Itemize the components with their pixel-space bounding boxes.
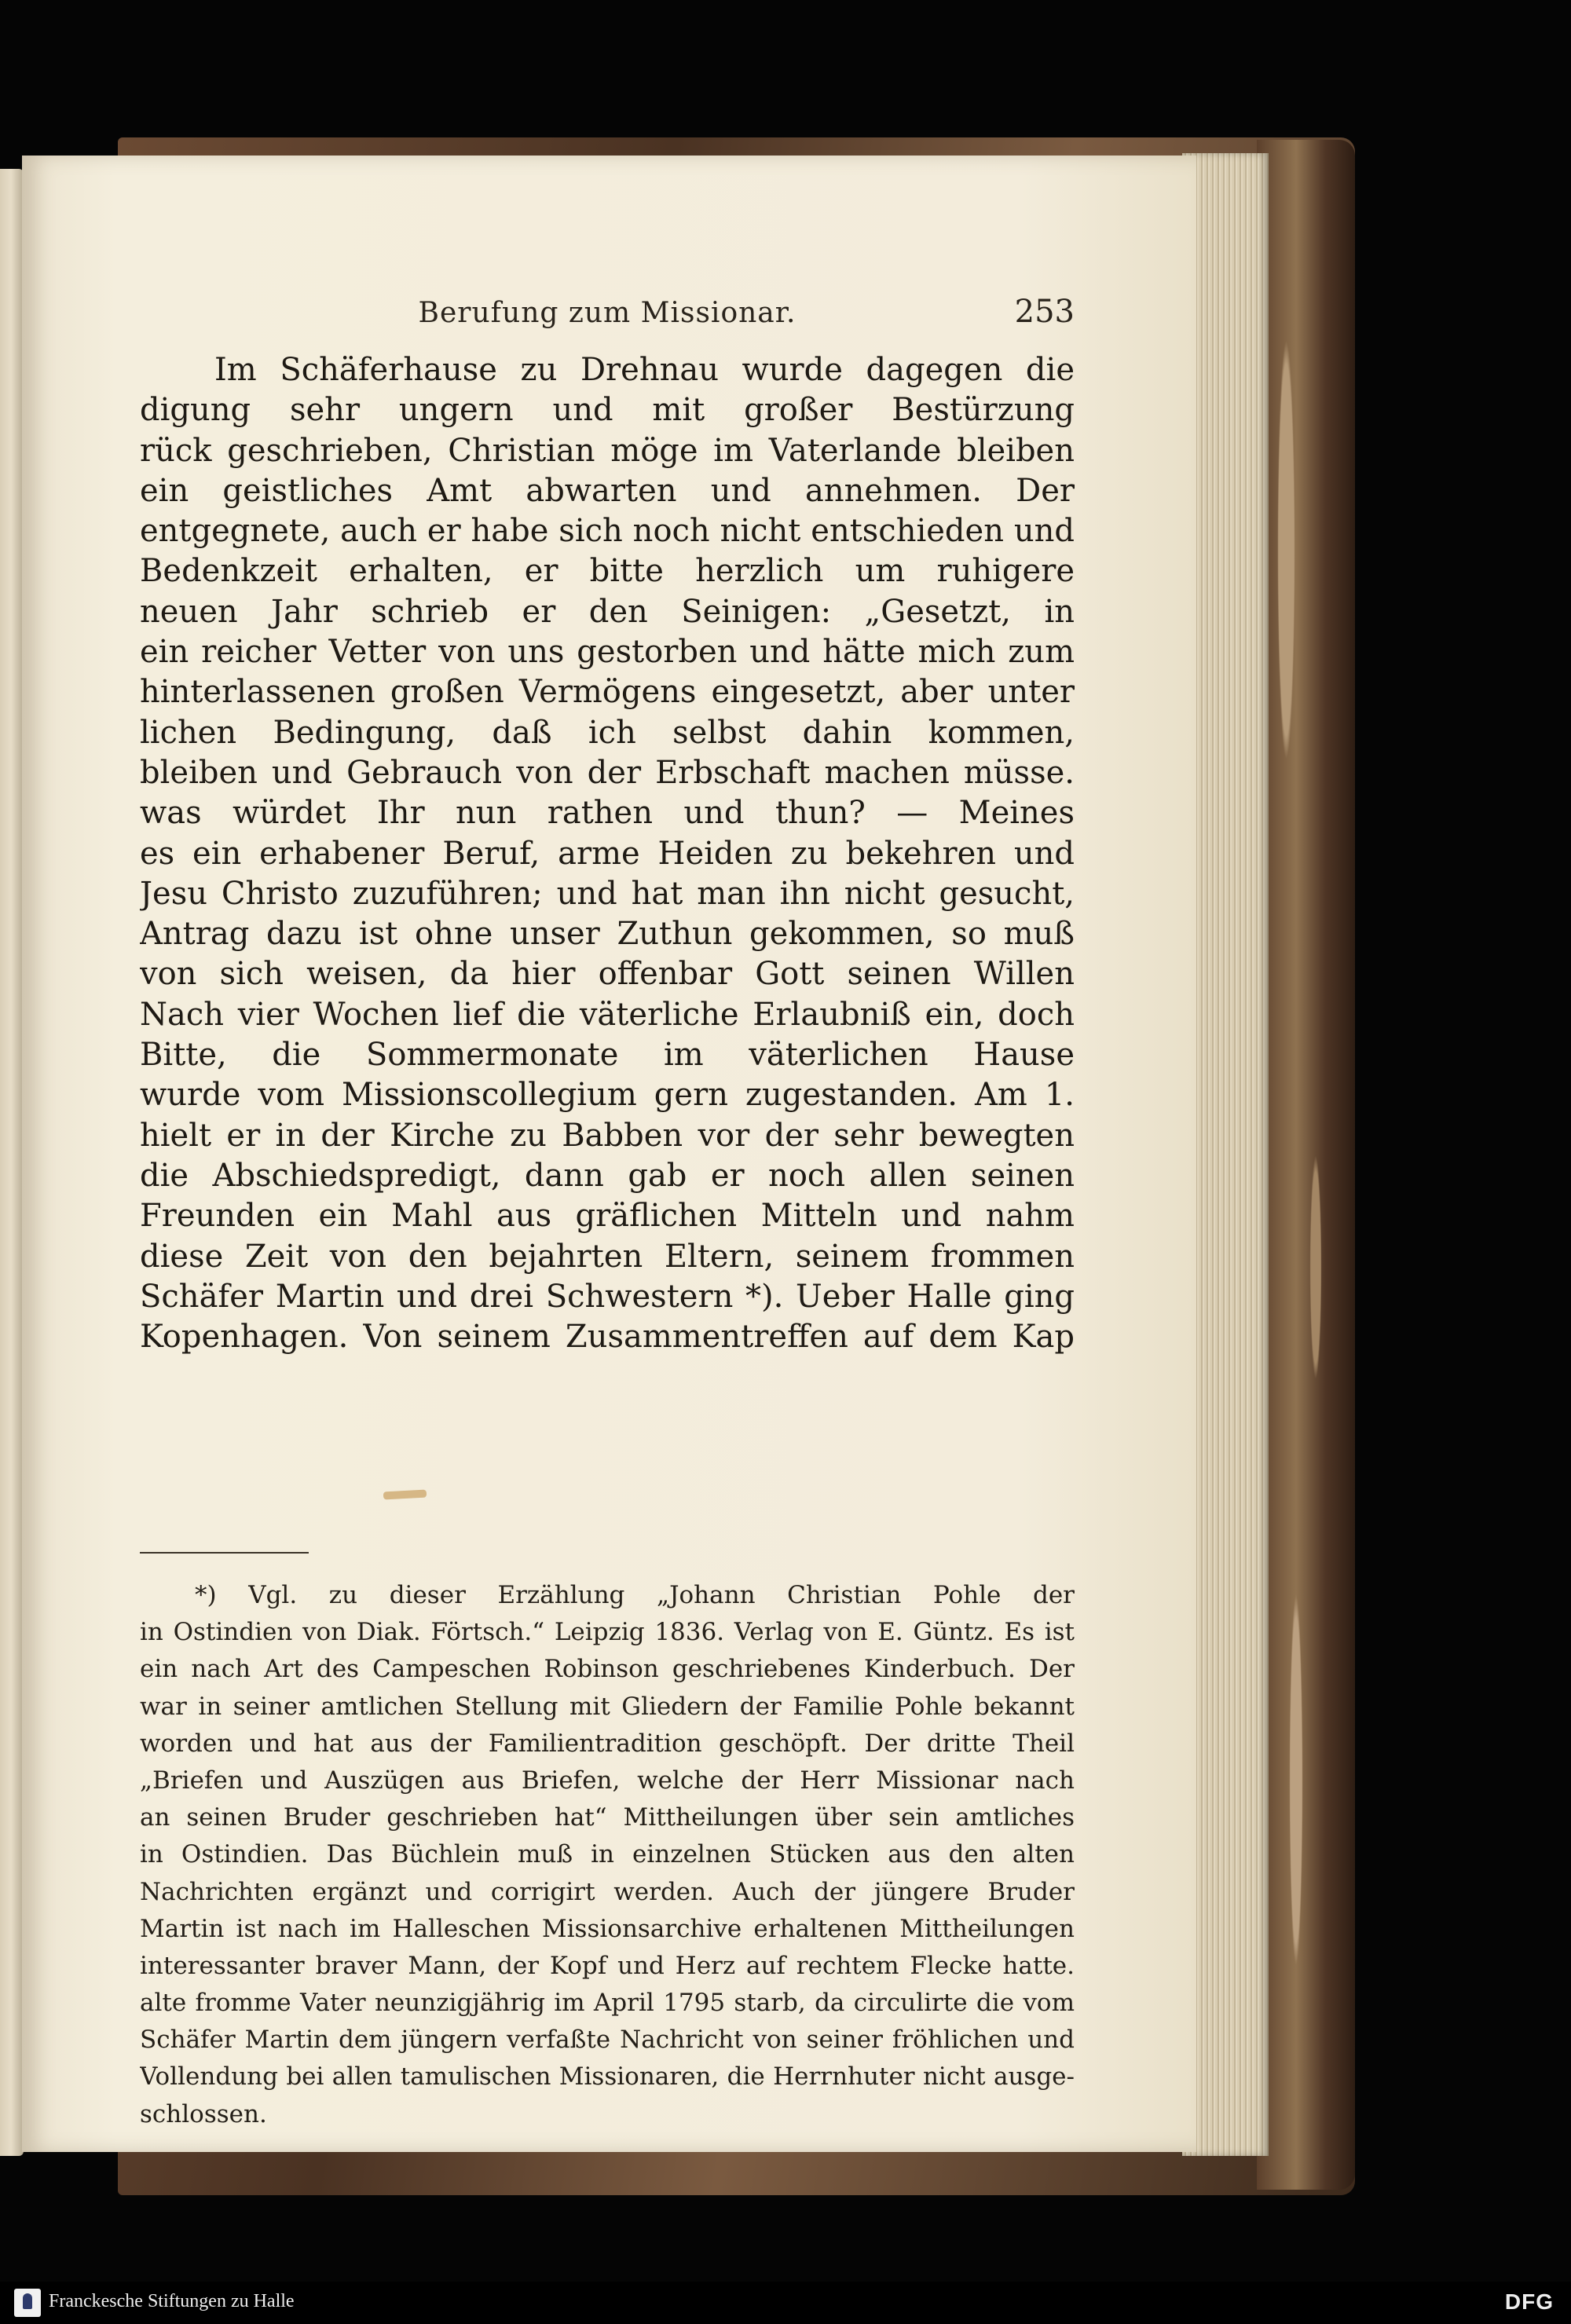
body-line: lichen Bedingung, daß ich selbst dahin kommen,	[140, 714, 1075, 751]
institution-logo-icon	[14, 2289, 41, 2317]
ink-smudge	[383, 1490, 427, 1500]
body-line: Schäfer Martin und drei Schwestern *). Ueber Halle ging	[140, 1278, 1075, 1315]
running-head-title: Berufung zum Missionar.	[418, 297, 796, 329]
institution-name: Franckesche Stiftungen zu Halle	[49, 2291, 295, 2311]
footnote-line: Martin ist nach im Halleschen Missionsarchive erhaltenen Mittheilungen	[140, 1914, 1075, 1943]
footnote-line: Vollendung bei allen tamulischen Missionaren, die Herrnhuter nicht ausge-	[140, 2062, 1075, 2092]
body-line: wurde vom Missionscollegium gern zugestanden. Am 1.	[140, 1077, 1075, 1114]
body-line: Antrag dazu ist ohne unser Zuthun gekommen, so muß	[140, 916, 1075, 953]
body-line: die Abschiedspredigt, dann gab er noch allen seinen	[140, 1157, 1075, 1194]
book-page	[22, 156, 1196, 2152]
body-line: was würdet Ihr nun rathen und thun? — Meines	[140, 795, 1075, 832]
body-line: rück geschrieben, Christian möge im Vaterlande bleiben	[140, 432, 1075, 469]
body-line: digung sehr ungern und mit großer Bestürzung	[140, 392, 1075, 429]
body-line: von sich weisen, da hier offenbar Gott seinen Willen	[140, 956, 1075, 993]
footnote-line: alte fromme Vater neunzigjährig im April 1795 starb, da circulirte die vom	[140, 1989, 1075, 2018]
body-line: diese Zeit von den bejahrten Eltern, seinem frommen	[140, 1238, 1075, 1275]
footnote-line: „Briefen und Auszügen aus Briefen, welche der Herr Missionar nach	[140, 1766, 1075, 1795]
body-line: Bedenkzeit erhalten, er bitte herzlich um ruhigere	[140, 553, 1075, 590]
footnote-line: worden und hat aus der Familientradition geschöpft. Der dritte Theil	[140, 1729, 1075, 1758]
body-line: Freunden ein Mahl aus gräflichen Mitteln und nahm	[140, 1198, 1075, 1235]
facing-page-edge	[0, 169, 24, 2156]
body-line: bleiben und Gebrauch von der Erbschaft machen müsse.	[140, 754, 1075, 791]
footnote-line: Schäfer Martin dem jüngern verfaßte Nachricht von seiner fröhlichen und	[140, 2026, 1075, 2055]
body-line: es ein erhabener Beruf, arme Heiden zu bekehren und	[140, 835, 1075, 872]
cover-edge	[1257, 140, 1355, 2190]
body-line: hielt er in der Kirche zu Babben vor der sehr bewegten	[140, 1117, 1075, 1154]
body-line: Kopenhagen. Von seinem Zusammentreffen auf dem Kap	[140, 1319, 1075, 1356]
body-text	[140, 350, 1075, 1357]
footnote-line: in Ostindien. Das Büchlein muß in einzelnen Stücken aus den alten	[140, 1840, 1075, 1869]
body-line: Im Schäferhause zu Drehnau wurde dagegen die	[214, 352, 1075, 388]
footnote-line: *) Vgl. zu dieser Erzählung „Johann Christian Pohle der	[195, 1581, 1075, 1609]
footnote-line: in Ostindien von Diak. Förtsch.“ Leipzig 1836. Verlag von E. Güntz. Es ist	[140, 1618, 1075, 1647]
footnote-line: an seinen Bruder geschrieben hat“ Mittheilungen über sein amtliches	[140, 1803, 1075, 1832]
footnote	[140, 1577, 1075, 2133]
footnote-line: schlossen.	[140, 2099, 267, 2128]
body-line: neuen Jahr schrieb er den Seinigen: „Gesetzt, in	[140, 593, 1075, 630]
body-line: ein geistliches Amt abwarten und annehmen. Der	[140, 472, 1075, 509]
footnote-line: ein nach Art des Campeschen Robinson geschriebenes Kinderbuch. Der	[140, 1655, 1075, 1684]
body-line: ein reicher Vetter von uns gestorben und hätte mich zum	[140, 634, 1075, 671]
body-line: entgegnete, auch er habe sich noch nicht entschieden und	[140, 513, 1075, 550]
body-line: Jesu Christo zuzuführen; und hat man ihn nicht gesucht,	[140, 875, 1075, 912]
footnote-rule	[140, 1552, 309, 1554]
body-line: hinterlassenen großen Vermögens eingesetzt, aber unter	[140, 674, 1075, 711]
footnote-line: Nachrichten ergänzt und corrigirt werden. Auch der jüngere Bruder	[140, 1877, 1075, 1906]
body-line: Bitte, die Sommermonate im väterlichen Hause	[140, 1037, 1075, 1074]
footnote-line: war in seiner amtlichen Stellung mit Gliedern der Familie Pohle bekannt	[140, 1692, 1075, 1721]
body-line: Nach vier Wochen lief die väterliche Erlaubniß ein, doch	[140, 996, 1075, 1033]
running-head	[140, 294, 1075, 344]
footnote-line: interessanter braver Mann, der Kopf und Herz auf rechtem Flecke hatte.	[140, 1951, 1075, 1980]
page-number: 253	[1014, 294, 1075, 330]
funder-logo: DFG	[1504, 2289, 1554, 2314]
